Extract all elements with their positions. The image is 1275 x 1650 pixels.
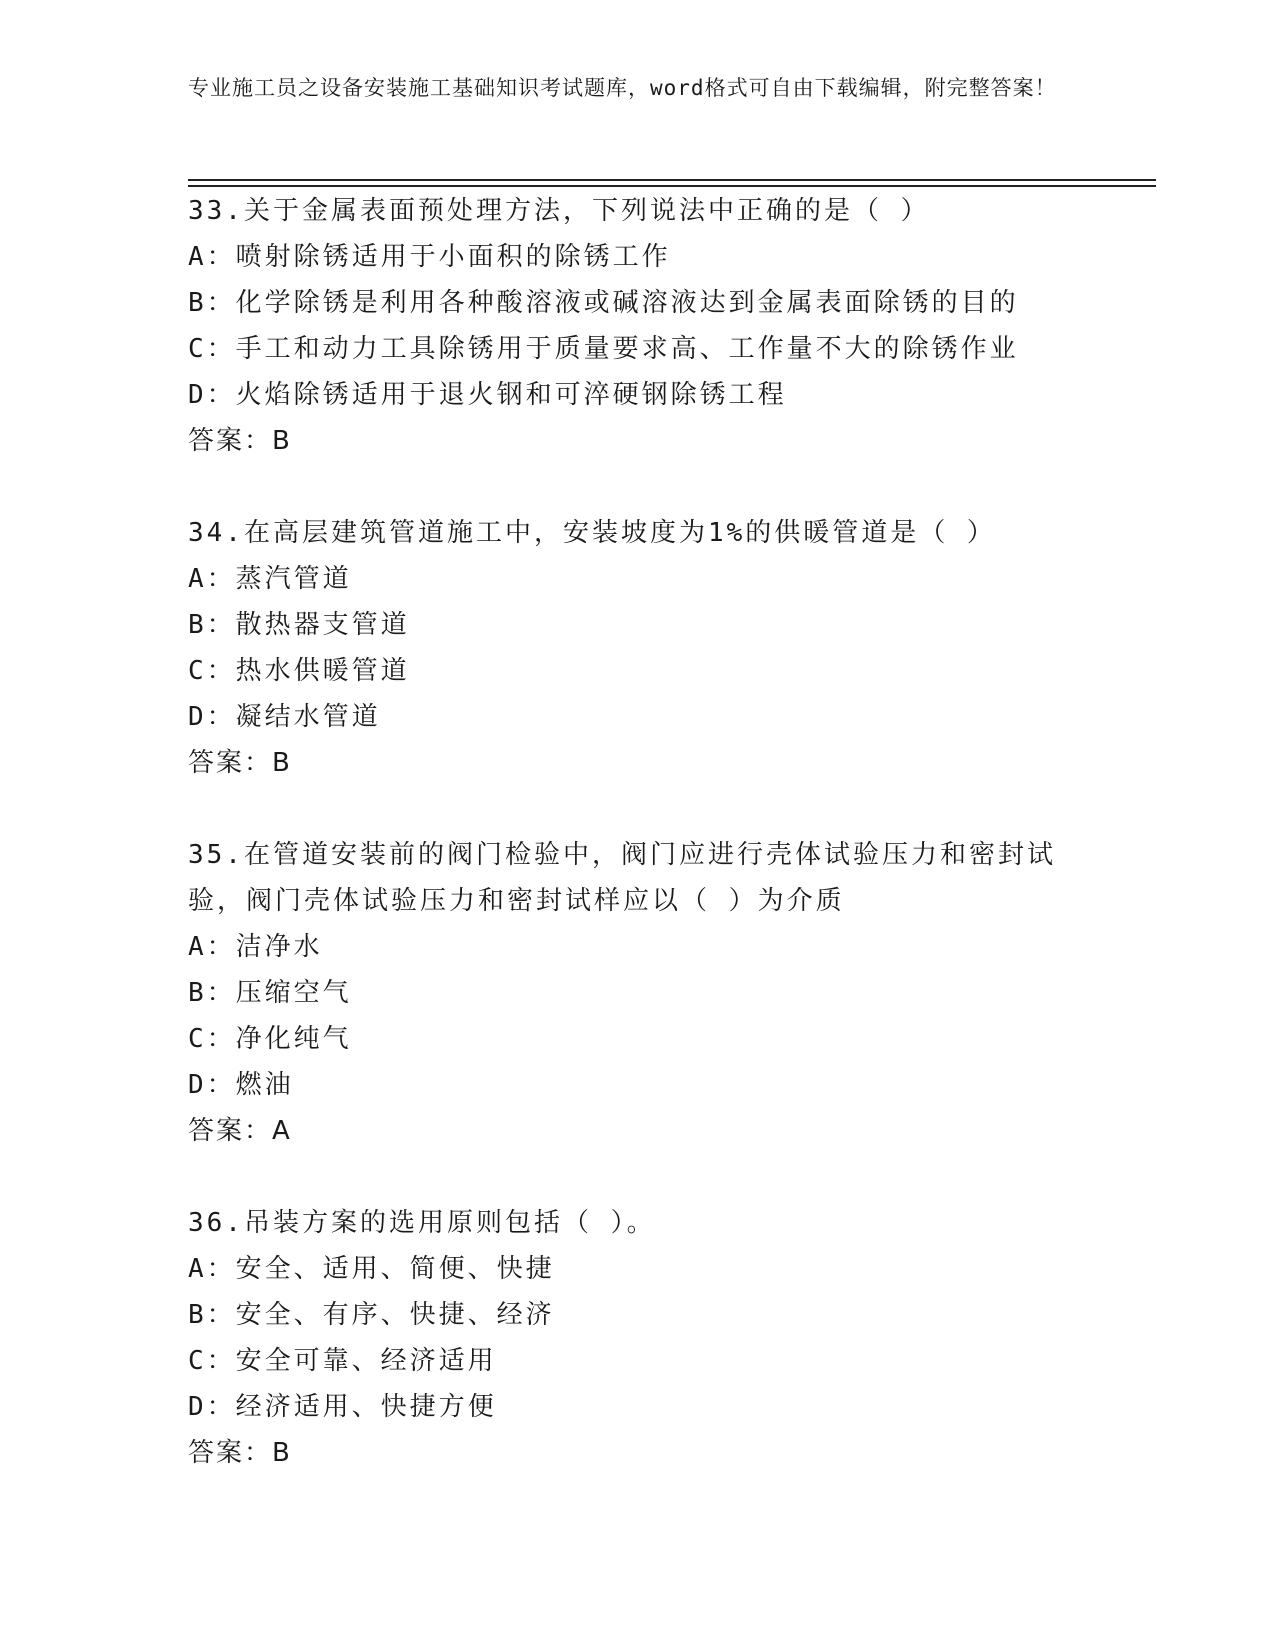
option-d: D：火焰除锈适用于退火钢和可淬硬钢除锈工程 <box>188 380 787 410</box>
question-stem: 36.吊装方案的选用原则包括（ ）。 <box>188 1208 656 1238</box>
option-a: A：洁净水 <box>188 932 323 962</box>
question-33 <box>188 188 1088 464</box>
question-35 <box>188 832 1088 1154</box>
option-a: A：喷射除锈适用于小面积的除锈工作 <box>188 242 671 272</box>
answer: 答案：B <box>188 748 292 778</box>
document-header: 专业施工员之设备安装施工基础知识考试题库，word格式可自由下载编辑，附完整答案！ <box>188 76 1057 100</box>
question-34 <box>188 510 1088 786</box>
question-36 <box>188 1200 1088 1476</box>
answer: 答案：B <box>188 426 292 456</box>
answer: 答案：A <box>188 1116 292 1146</box>
option-c: C：安全可靠、经济适用 <box>188 1346 497 1376</box>
answer: 答案：B <box>188 1438 292 1468</box>
question-stem: 34.在高层建筑管道施工中，安装坡度为1%的供暖管道是（ ） <box>188 518 996 548</box>
option-c: C：净化纯气 <box>188 1024 352 1054</box>
option-d: D：燃油 <box>188 1070 294 1100</box>
question-stem: 35.在管道安装前的阀门检验中，阀门应进行壳体试验压力和密封试验，阀门壳体试验压力和密封试样应以（ ）为介质 <box>188 840 1056 916</box>
option-a: A：蒸汽管道 <box>188 564 352 594</box>
header-divider-top <box>188 179 1156 181</box>
question-stem: 33.关于金属表面预处理方法，下列说法中正确的是（ ） <box>188 196 930 226</box>
option-d: D：凝结水管道 <box>188 702 381 732</box>
option-b: B：安全、有序、快捷、经济 <box>188 1300 555 1330</box>
option-d: D：经济适用、快捷方便 <box>188 1392 497 1422</box>
option-c: C：热水供暖管道 <box>188 656 410 686</box>
option-c: C：手工和动力工具除锈用于质量要求高、工作量不大的除锈作业 <box>188 334 1019 364</box>
header-divider-bottom <box>188 185 1156 187</box>
option-b: B：散热器支管道 <box>188 610 410 640</box>
option-a: A：安全、适用、简便、快捷 <box>188 1254 555 1284</box>
option-b: B：化学除锈是利用各种酸溶液或碱溶液达到金属表面除锈的目的 <box>188 288 1019 318</box>
option-b: B：压缩空气 <box>188 978 352 1008</box>
